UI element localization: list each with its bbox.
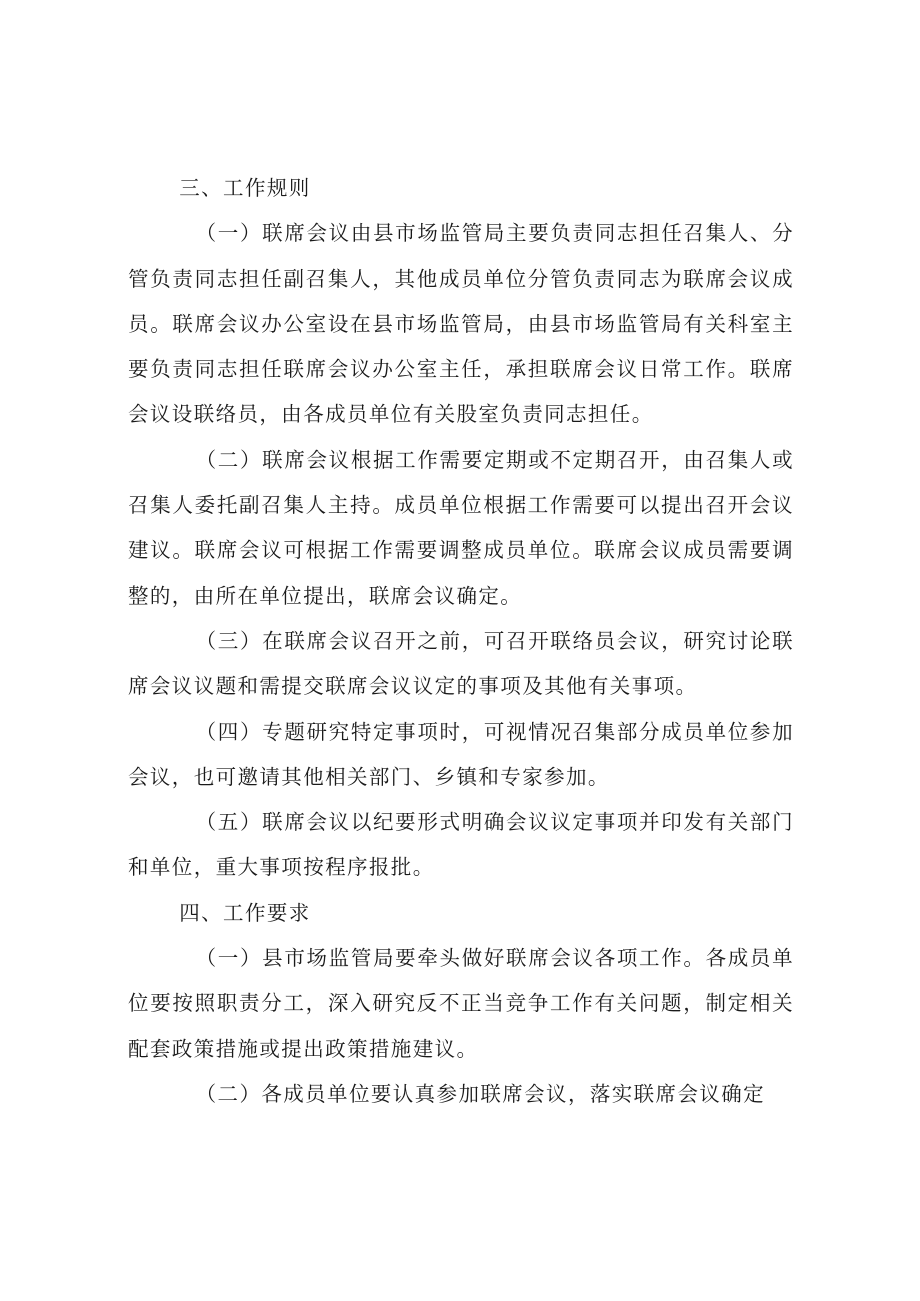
section-heading-work-requirements: 四、工作要求 xyxy=(179,900,311,925)
paragraph-rules-5: （五）联席会议以纪要形式明确会议议定事项并印发有关部门和单位，重大事项按程序报批。 xyxy=(128,810,794,880)
paragraph-requirements-2: （二）各成员单位要认真参加联席会议，落实联席会议确定 xyxy=(195,1081,766,1106)
section-heading-work-rules: 三、工作规则 xyxy=(179,176,311,200)
paragraph-rules-2: （二）联席会议根据工作需要定期或不定期召开，由召集人或召集人委托副召集人主持。成员单位根据工作需要可以提出召开会议建议。联席会议可根据工作需要调整成员单位。联席会议成员需要调整的，由所在单位提出，联席会议确定。 xyxy=(128,447,794,608)
paragraph-rules-3: （三）在联席会议召开之前，可召开联络员会议，研究讨论联席会议议题和需提交联席会议议定的事项及其他有关事项。 xyxy=(128,628,794,699)
paragraph-rules-1: （一）联席会议由县市场监管局主要负责同志担任召集人、分管负责同志担任副召集人，其他成员单位分管负责同志为联席会议成员。联席会议办公室设在县市场监管局，由县市场监管局有关科室主要负责同志担任联席会议办公室主任，承担联席会议日常工作。联席会议设联络员，由各成员单位有关股室负责同志担任。 xyxy=(128,221,794,427)
paragraph-rules-4: （四）专题研究特定事项时，可视情况召集部分成员单位参加会议，也可邀请其他相关部门、乡镇和专家参加。 xyxy=(128,719,794,789)
paragraph-requirements-1: （一）县市场监管局要牵头做好联席会议各项工作。各成员单位要按照职责分工，深入研究反不正当竞争工作有关问题，制定相关配套政策措施或提出政策措施建议。 xyxy=(128,946,794,1061)
document-body xyxy=(128,166,794,1117)
